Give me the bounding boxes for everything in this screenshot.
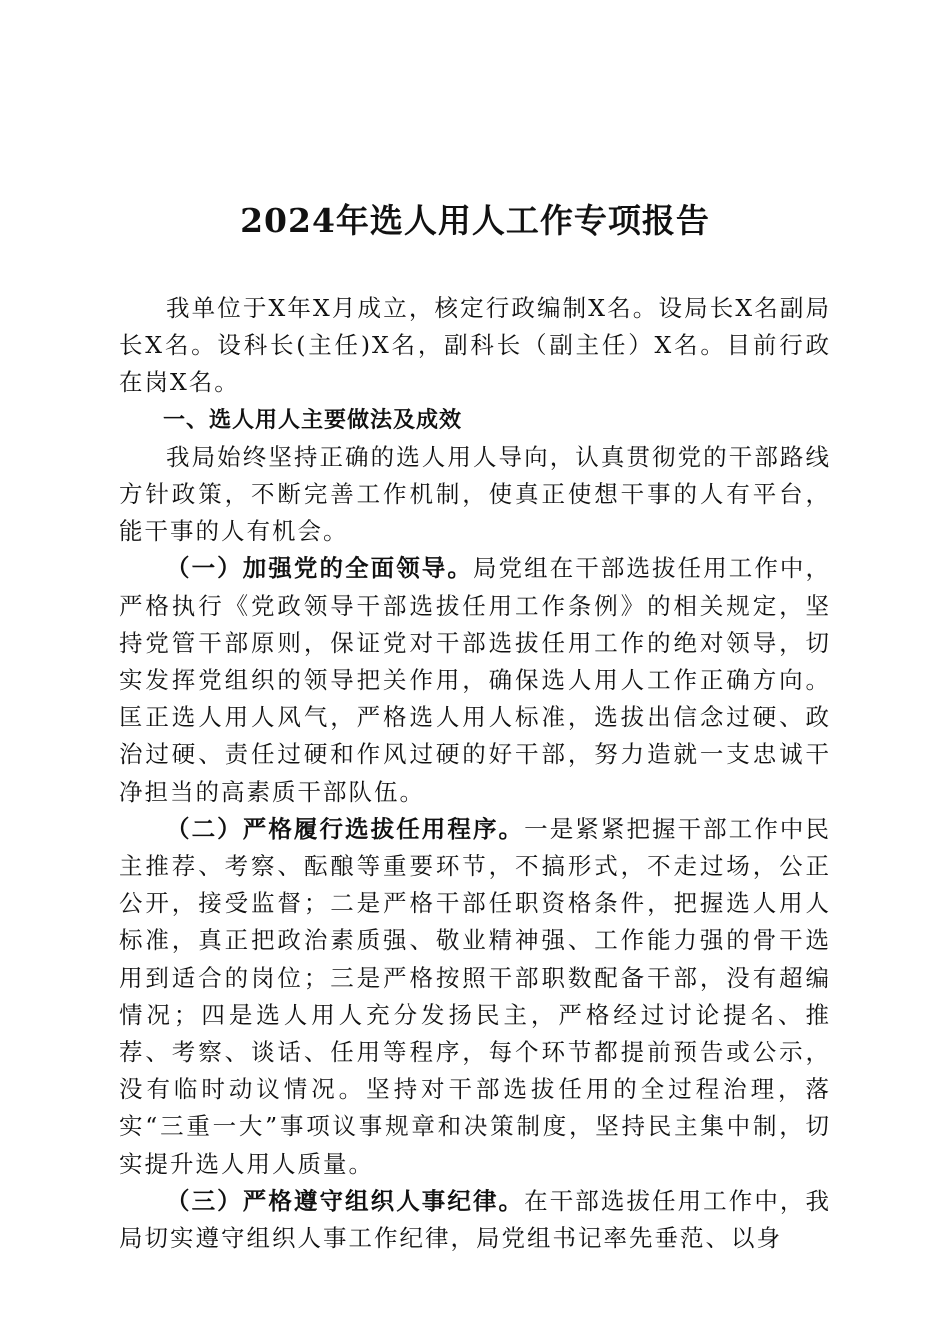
subsection-lead-1: （一）加强党的全面领导。	[166, 554, 473, 583]
subsection-text-3: 在干部选拔任用工作中，我局切实遵守组织人事工作纪律，局党组书记率先垂范、以身	[119, 1186, 832, 1253]
subsection-paragraph-3	[119, 1183, 831, 1257]
document-body	[119, 290, 831, 1257]
section-heading-1	[119, 402, 831, 439]
intro-text: 我单位于X年X月成立，核定行政编制X名。设局长X名副局长X名。设科长(主任)X名，副科长（副主任）X名。目前行政在岗X名。	[119, 294, 831, 397]
subsection-text-1: 局党组在干部选拔任用工作中，严格执行《党政领导干部选拔任用工作条例》的相关规定，坚持党管干部原则，保证党对干部选拔任用工作的绝对领导，切实发挥党组织的领导把关作用，确保选人用人工作正确方向。匡正选人用人风气，严格选人用人标准，选拔出信念过硬、政治过硬、责任过硬和作风过硬的好干部，努力造就一支忠诚干净担当的高素质干部队伍。	[119, 554, 832, 806]
section-heading-text: 一、选人用人主要做法及成效	[163, 407, 463, 433]
document-title: 2024年选人用人工作专项报告	[240, 201, 710, 240]
section-intro-paragraph	[119, 439, 831, 551]
subsection-text-2: 一是紧紧把握干部工作中民主推荐、考察、酝酿等重要环节，不搞形式，不走过场，公正公开，接受监督；二是严格干部任职资格条件，把握选人用人标准，真正把政治素质强、敬业精神强、工作能力强的骨干选用到适合的岗位；三是严格按照干部职数配备干部，没有超编情况；四是选人用人充分发扬民主，严格经过讨论提名、推荐、考察、谈话、任用等程序，每个环节都提前预告或公示，没有临时动议情况。坚持对干部选拔任用的全过程治理，落实“三重一大”事项议事规章和决策制度，坚持民主集中制，切实提升选人用人质量。	[119, 814, 832, 1178]
subsection-paragraph-1	[119, 550, 831, 810]
subsection-lead-2: （二）严格履行选拔任用程序。	[166, 814, 525, 843]
intro-paragraph	[119, 290, 831, 402]
subsection-lead-3: （三）严格遵守组织人事纪律。	[166, 1186, 525, 1215]
subsection-paragraph-2	[119, 811, 831, 1183]
section-intro-text: 我局始终坚持正确的选人用人导向，认真贯彻党的干部路线方针政策，不断完善工作机制，使真正使想干事的人有平台，能干事的人有机会。	[119, 442, 831, 546]
